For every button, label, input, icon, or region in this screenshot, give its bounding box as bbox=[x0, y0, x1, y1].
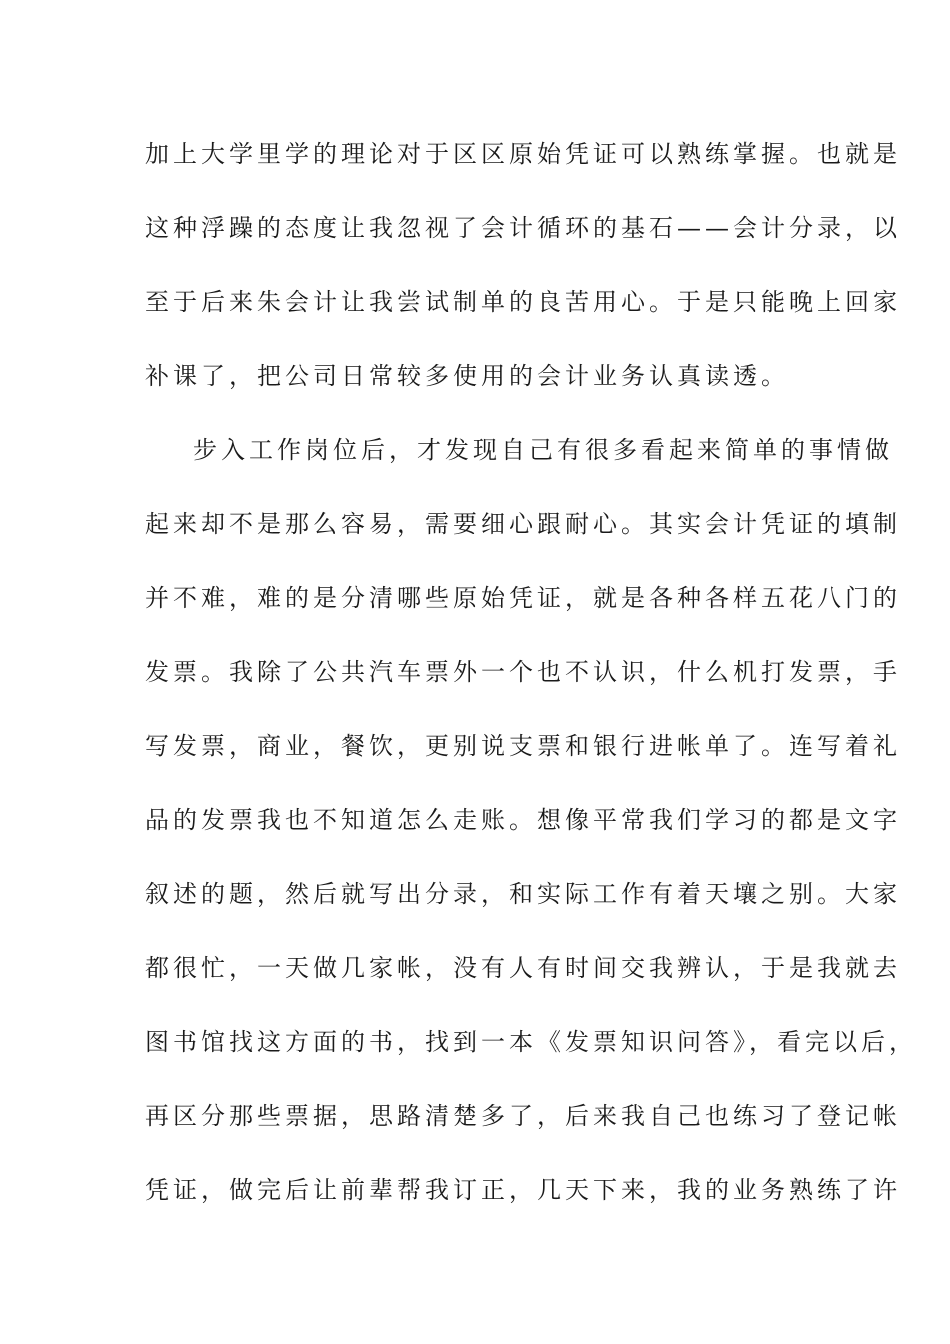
text-line: 都很忙，一天做几家帐，没有人有时间交我辨认，于是我就去 bbox=[145, 954, 901, 982]
text-line: 起来却不是那么容易，需要细心跟耐心。其实会计凭证的填制 bbox=[145, 510, 901, 538]
text-line: 并不难，难的是分清哪些原始凭证，就是各种各样五花八门的 bbox=[145, 584, 901, 612]
text-line: 品的发票我也不知道怎么走账。想像平常我们学习的都是文字 bbox=[145, 806, 901, 834]
text-line: 图书馆找这方面的书，找到一本《发票知识问答》，看完以后， bbox=[145, 1028, 917, 1056]
text-line: 这种浮躁的态度让我忽视了会计循环的基石——会计分录，以 bbox=[145, 214, 901, 242]
text-line: 叙述的题，然后就写出分录，和实际工作有着天壤之别。大家 bbox=[145, 880, 901, 908]
text-line: 至于后来朱会计让我尝试制单的良苦用心。于是只能晚上回家 bbox=[145, 288, 901, 316]
paragraph-first-line: 步入工作岗位后，才发现自己有很多看起来简单的事情做 bbox=[193, 436, 893, 464]
text-line: 凭证，做完后让前辈帮我订正，几天下来，我的业务熟练了许 bbox=[145, 1176, 901, 1204]
text-line: 补课了，把公司日常较多使用的会计业务认真读透。 bbox=[145, 362, 789, 390]
text-line: 发票。我除了公共汽车票外一个也不认识，什么机打发票，手 bbox=[145, 658, 901, 686]
text-line: 加上大学里学的理论对于区区原始凭证可以熟练掌握。也就是 bbox=[145, 140, 901, 168]
text-line: 写发票，商业，餐饮，更别说支票和银行进帐单了。连写着礼 bbox=[145, 732, 901, 760]
text-line: 再区分那些票据，思路清楚多了，后来我自己也练习了登记帐 bbox=[145, 1102, 901, 1130]
